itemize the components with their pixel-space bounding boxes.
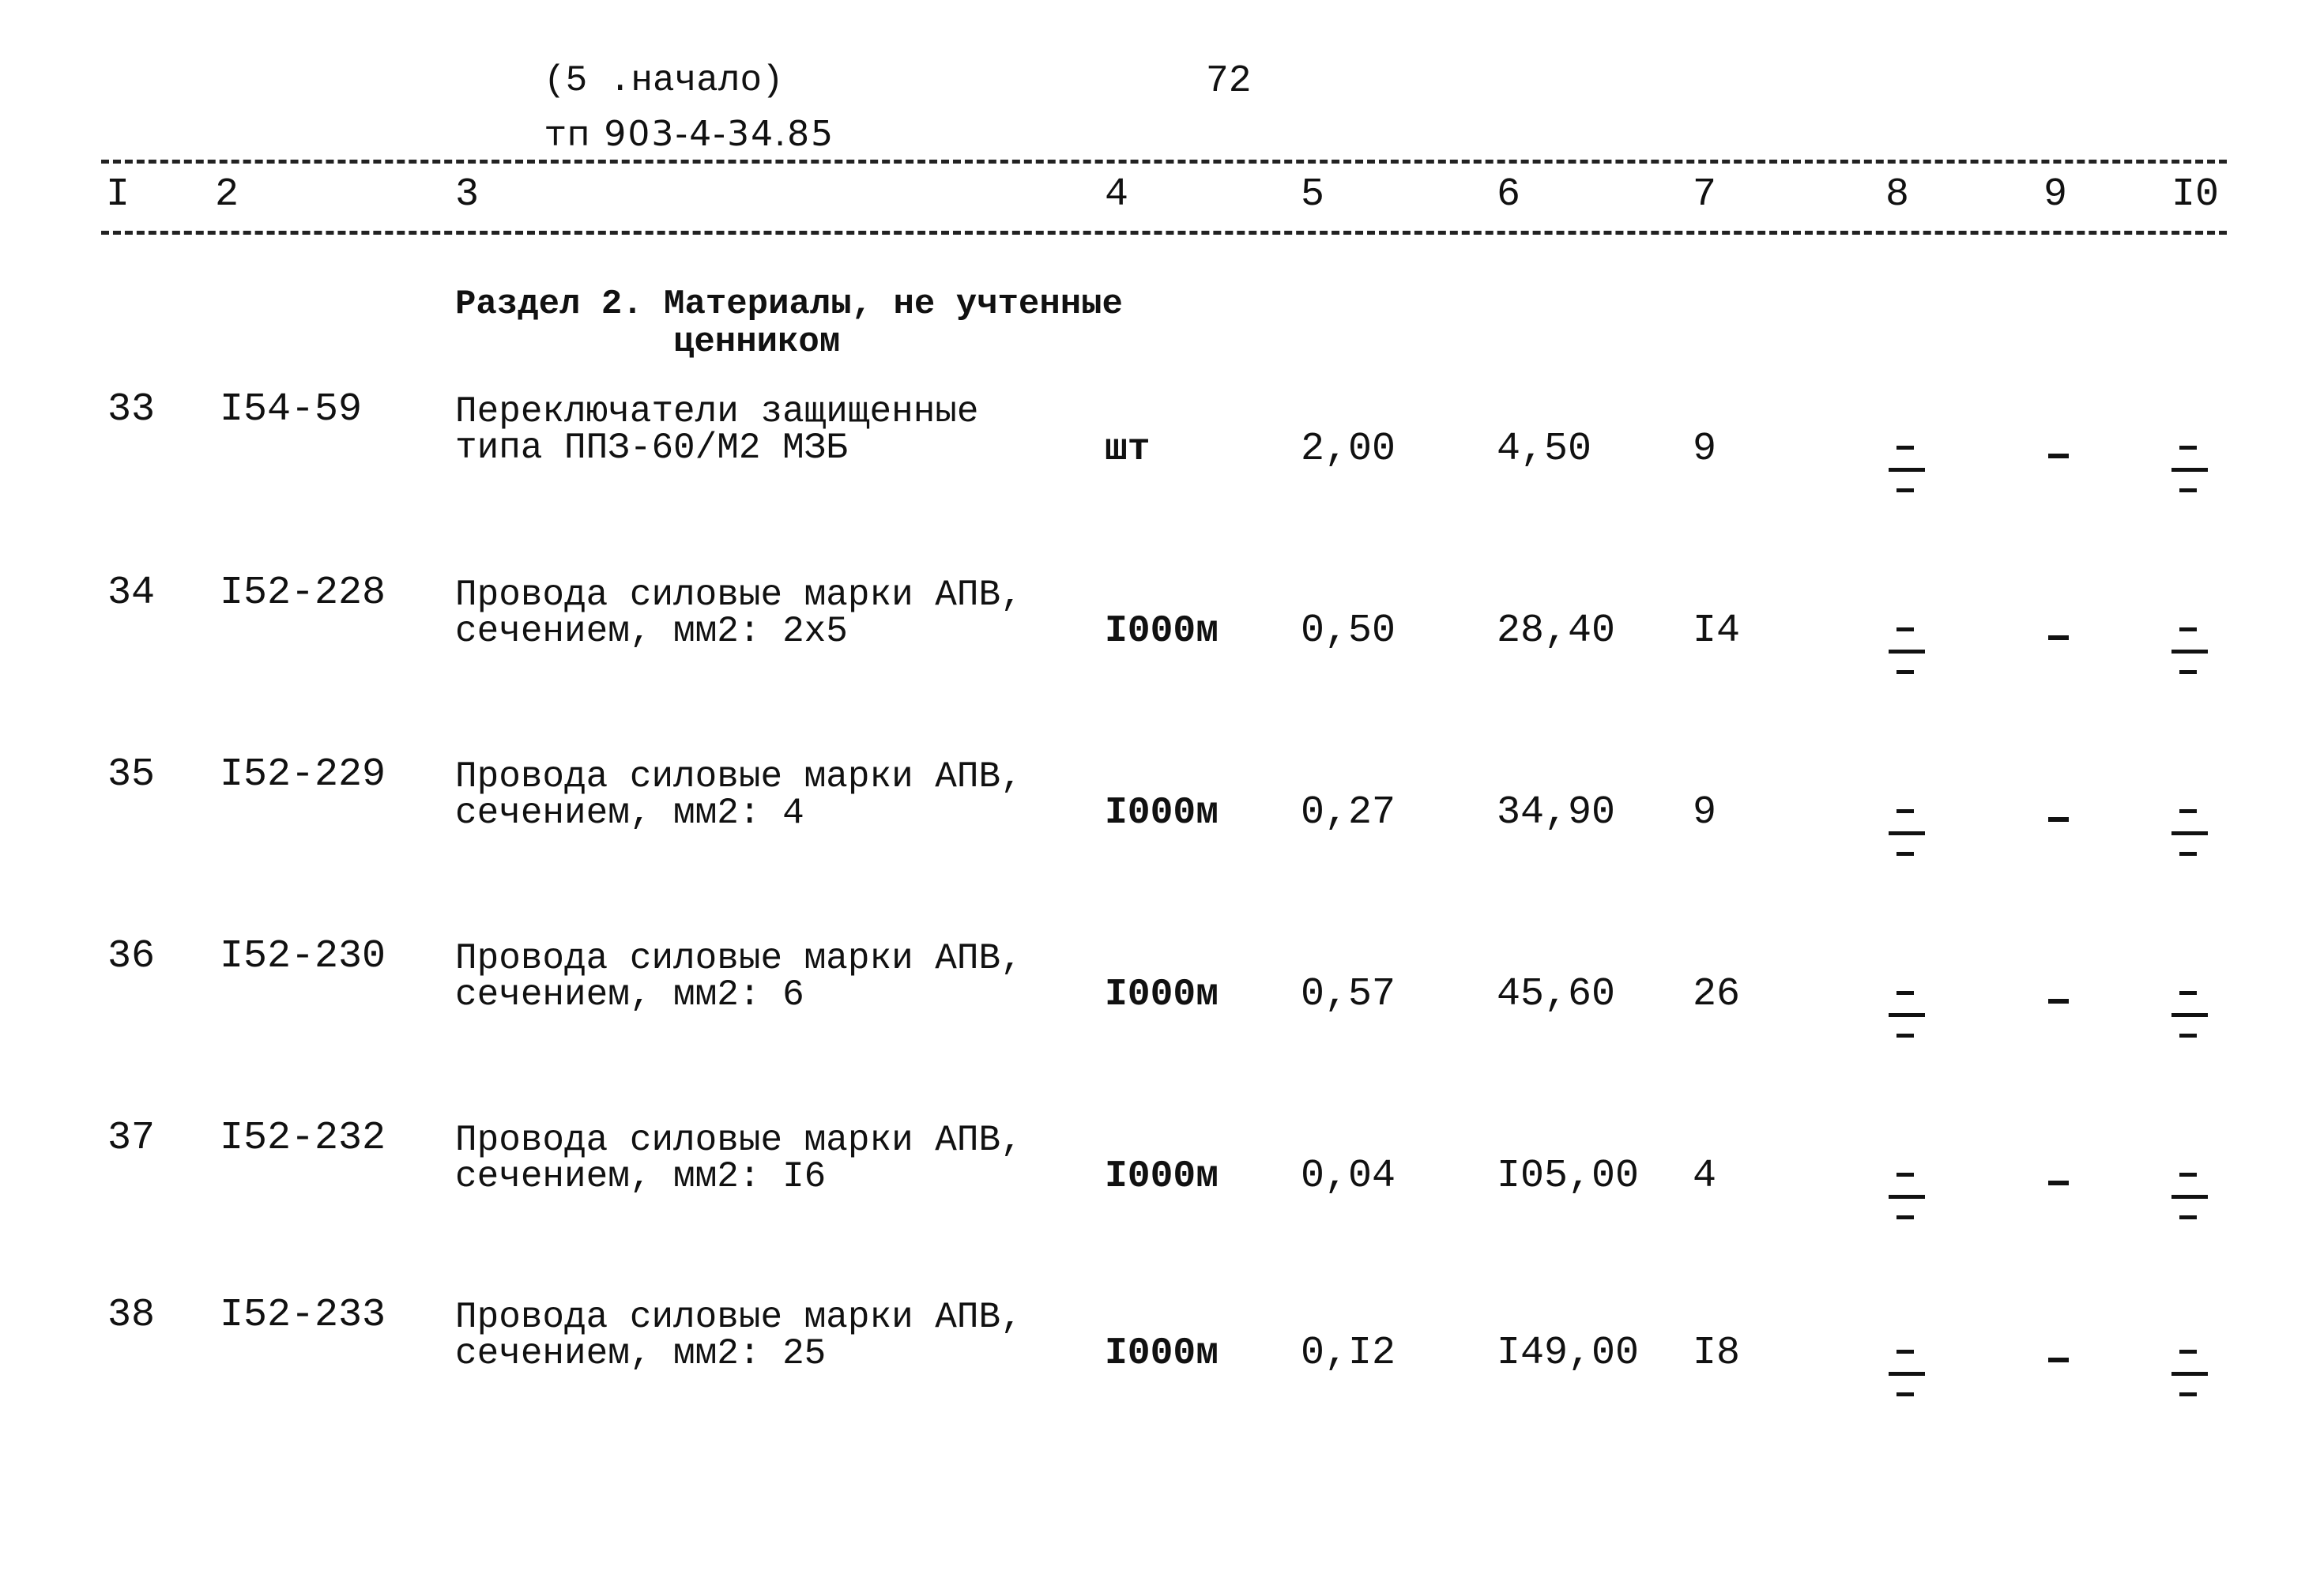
row-col7: 9 [1693, 427, 1717, 472]
row-unit: I000м [1105, 1155, 1219, 1198]
row-price: I05,00 [1497, 1154, 1640, 1199]
row-code: I52-230 [220, 934, 386, 979]
header-bottom-rule [101, 231, 2227, 235]
dash-col9 [2048, 1358, 2069, 1362]
row-col7: I4 [1693, 608, 1741, 654]
ditto-mark-col8 [1889, 1348, 1925, 1403]
dash-col9 [2048, 454, 2069, 458]
row-price: 28,40 [1497, 608, 1616, 654]
row-description-line1: Провода силовые марки АПВ, [455, 1120, 1023, 1161]
dash-col9 [2048, 635, 2069, 640]
dash-col9 [2048, 1181, 2069, 1185]
row-code: I54-59 [220, 387, 363, 432]
row-col7: 9 [1693, 790, 1717, 835]
row-code: I52-229 [220, 752, 386, 797]
row-price: 45,60 [1497, 972, 1616, 1017]
row-description-line1: Провода силовые марки АПВ, [455, 756, 1023, 797]
row-description-line2: типа ППЗ-60/М2 МЗБ [455, 428, 848, 469]
row-description-line1: Провода силовые марки АПВ, [455, 575, 1023, 616]
row-quantity: 2,00 [1301, 427, 1396, 472]
row-description-line2: сечением, мм2: 25 [455, 1333, 827, 1374]
column-header-4: 4 [1105, 172, 1129, 217]
row-code: I52-228 [220, 571, 386, 616]
ditto-mark-col10 [2171, 808, 2208, 863]
column-header-7: 7 [1693, 172, 1717, 217]
column-header-2: 2 [215, 172, 239, 217]
row-number: 33 [107, 387, 156, 432]
ditto-mark-col8 [1889, 444, 1925, 499]
row-number: 38 [107, 1293, 156, 1338]
section-title-line2: ценником [673, 322, 841, 362]
dash-col9 [2048, 999, 2069, 1004]
column-header-9: 9 [2043, 172, 2068, 217]
ditto-mark-col8 [1889, 1171, 1925, 1226]
row-quantity: 0,50 [1301, 608, 1396, 654]
row-price: 34,90 [1497, 790, 1616, 835]
row-price: I49,00 [1497, 1331, 1640, 1376]
row-description-line1: Провода силовые марки АПВ, [455, 938, 1023, 979]
ditto-mark-col8 [1889, 626, 1925, 681]
row-unit: I000м [1105, 610, 1219, 653]
row-quantity: 0,57 [1301, 972, 1396, 1017]
row-col7: 26 [1693, 972, 1741, 1017]
row-unit: I000м [1105, 792, 1219, 834]
ditto-mark-col8 [1889, 808, 1925, 863]
column-header-10: I0 [2171, 172, 2220, 217]
row-description-line1: Провода силовые марки АПВ, [455, 1297, 1023, 1338]
continuation-note: (5 .начало) [544, 60, 784, 101]
row-quantity: 0,04 [1301, 1154, 1396, 1199]
handwritten-project-code: тп 903-4-34.85 [545, 114, 835, 154]
row-col7: I8 [1693, 1331, 1741, 1376]
row-number: 34 [107, 571, 156, 616]
row-quantity: 0,27 [1301, 790, 1396, 835]
row-number: 35 [107, 752, 156, 797]
row-number: 37 [107, 1116, 156, 1161]
row-unit: шт [1105, 428, 1151, 471]
row-quantity: 0,I2 [1301, 1331, 1396, 1376]
ditto-mark-col10 [2171, 444, 2208, 499]
column-header-3: 3 [455, 172, 480, 217]
page-number: 72 [1206, 60, 1252, 103]
row-number: 36 [107, 934, 156, 979]
ditto-mark-col8 [1889, 989, 1925, 1045]
row-code: I52-232 [220, 1116, 386, 1161]
ditto-mark-col10 [2171, 1348, 2208, 1403]
section-title-line1: Раздел 2. Материалы, не учтенные [455, 284, 1123, 324]
column-header-6: 6 [1497, 172, 1521, 217]
row-unit: I000м [1105, 974, 1219, 1016]
ditto-mark-col10 [2171, 1171, 2208, 1226]
dash-col9 [2048, 817, 2069, 822]
ditto-mark-col10 [2171, 989, 2208, 1045]
row-description-line1: Переключатели защищенные [455, 391, 979, 432]
column-header-5: 5 [1301, 172, 1325, 217]
row-description-line2: сечением, мм2: I6 [455, 1156, 827, 1197]
header-top-rule [101, 160, 2227, 164]
row-description-line2: сечением, мм2: 4 [455, 793, 804, 834]
row-unit: I000м [1105, 1332, 1219, 1375]
column-header-1: I [106, 172, 130, 217]
row-price: 4,50 [1497, 427, 1592, 472]
row-code: I52-233 [220, 1293, 386, 1338]
row-description-line2: сечением, мм2: 6 [455, 974, 804, 1015]
row-col7: 4 [1693, 1154, 1717, 1199]
ditto-mark-col10 [2171, 626, 2208, 681]
column-header-8: 8 [1885, 172, 1910, 217]
row-description-line2: сечением, мм2: 2х5 [455, 611, 848, 652]
